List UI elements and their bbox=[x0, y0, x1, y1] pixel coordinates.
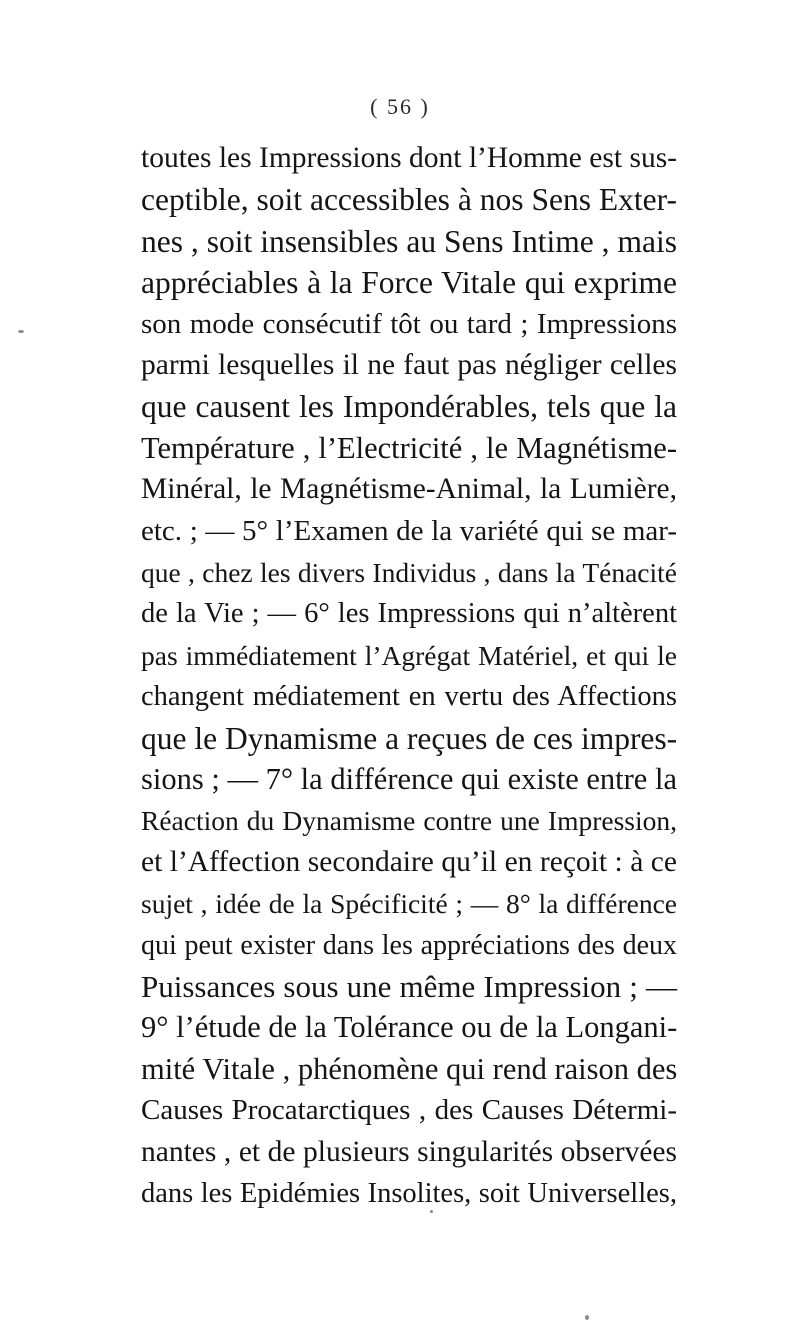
text-line-11: que , chez les divers Individus , dans la Ténacité bbox=[141, 557, 677, 588]
text-line-8: Température , l’Electricité , le Magnétisme- bbox=[141, 430, 677, 465]
text-line-26: dans les Epidémies Insolites, soit Universelles, bbox=[141, 1178, 677, 1209]
text-line-4: appréciables à la Force Vitale qui exprime bbox=[141, 265, 677, 301]
text-line-7: que causent les Impondérables, tels que la bbox=[141, 389, 677, 425]
text-line-3: nes , soit insensibles au Sens Intime , mais bbox=[141, 223, 677, 259]
text-line-1: toutes les Impressions dont l’Homme est sus- bbox=[141, 142, 677, 174]
text-line-24: Causes Procatarctiques , des Causes Détermi- bbox=[141, 1094, 677, 1127]
text-line-5: son mode consécutif tôt ou tard ; Impressions bbox=[141, 307, 677, 340]
text-line-22: 9° l’étude de la Tolérance ou de la Longani- bbox=[141, 1010, 678, 1045]
text-line-20: qui peut exister dans les appréciations des deux bbox=[141, 929, 677, 961]
text-line-15: que le Dynamisme a reçues de ces impres- bbox=[141, 720, 678, 756]
text-line-10: etc. ; — 5° l’Examen de la variété qui se mar- bbox=[141, 514, 677, 547]
paper-speck bbox=[585, 1315, 589, 1320]
page-number: ( 56 ) bbox=[370, 94, 430, 119]
text-line-21: Puissances sous une même Impression ; — bbox=[141, 969, 677, 1004]
text-line-16: sions ; — 7° la différence qui existe entre la bbox=[141, 762, 677, 796]
text-line-25: nantes , et de plusieurs singularités observées bbox=[141, 1135, 677, 1168]
paper-speck bbox=[18, 330, 24, 333]
text-line-2: ceptible, soit accessibles à nos Sens Exter- bbox=[141, 182, 677, 218]
text-line-6: parmi lesquelles il ne faut pas négliger celles bbox=[141, 349, 677, 381]
text-line-13: pas immédiatement l’Agrégat Matériel, et qui le bbox=[141, 639, 677, 671]
text-line-18: et l’Affection secondaire qu’il en reçoit : à ce bbox=[141, 845, 677, 878]
text-line-17: Réaction du Dynamisme contre une Impression, bbox=[141, 805, 677, 837]
text-line-23: mité Vitale , phénomène qui rend raison des bbox=[141, 1051, 678, 1086]
text-line-19: sujet , idée de la Spécificité ; — 8° la différence bbox=[141, 888, 677, 920]
paper-speck bbox=[430, 1210, 433, 1213]
text-line-14: changent médiatement en vertu des Affections bbox=[141, 681, 677, 713]
text-line-9: Minéral, le Magnétisme-Animal, la Lumière, bbox=[141, 473, 677, 506]
text-line-12: de la Vie ; — 6° les Impressions qui n’altèrent bbox=[141, 598, 677, 630]
